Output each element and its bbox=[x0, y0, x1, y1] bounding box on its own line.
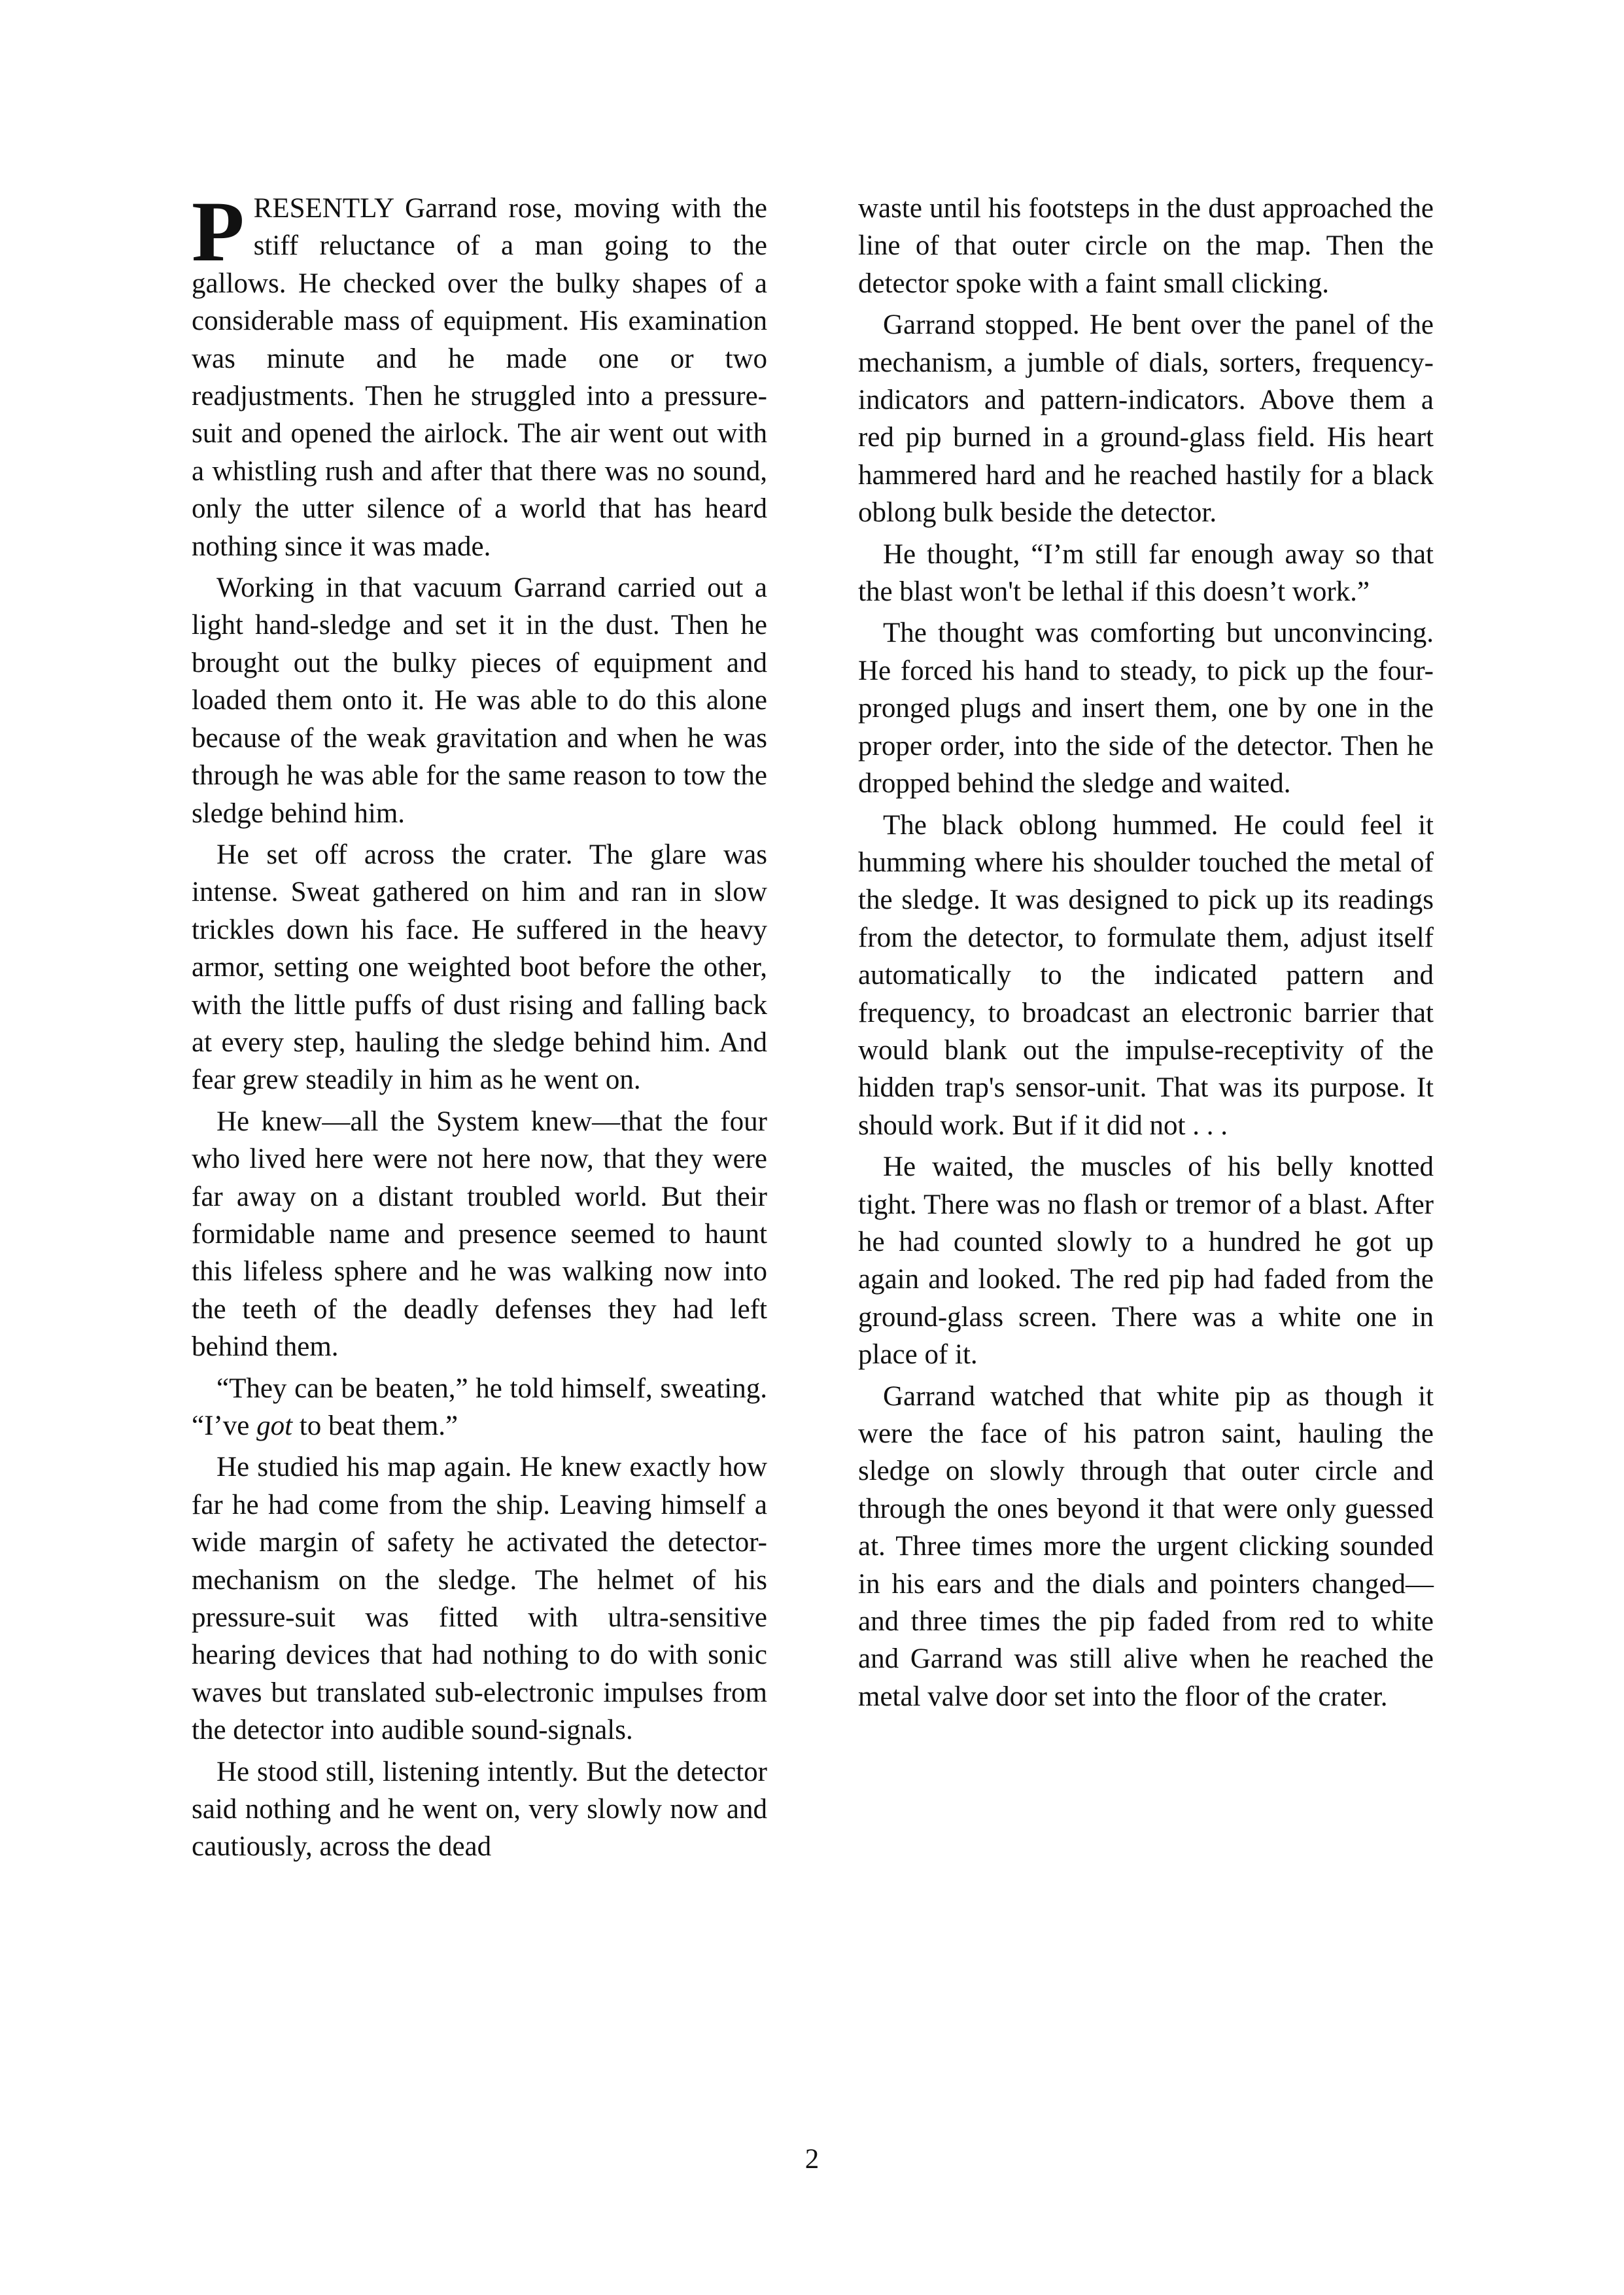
quote-text-before: “They can be beaten,” he told himself, sweating. “I’ve bbox=[192, 1373, 767, 1441]
paragraph-5 bbox=[192, 1370, 767, 1445]
quote-text-after: to beat them.” bbox=[292, 1410, 458, 1441]
paragraph-12: He waited, the muscles of his belly knotted tight. There was no flash or tremor of a blast. After he had counted slowly to a hundred he got up again and looked. The red pip had faded from the ground-glass screen. There was a white one in place of it. bbox=[858, 1151, 1434, 1371]
page-number: 2 bbox=[804, 2144, 820, 2175]
continuation-paragraph: waste until his footsteps in the dust approached the line of that outer circle on the map. Then the detector spoke with a faint small clicking. bbox=[858, 193, 1434, 299]
paragraph-3: He set off across the crater. The glare was intense. Sweat gathered on him and ran in slow trickles down his face. He suffered in the heavy armor, setting one weighted boot before the other, with the little puffs of dust rising and falling back at every step, hauling the sledge behind him. And fear grew steadily in him as he went on. bbox=[192, 839, 767, 1096]
paragraph-7: He stood still, listening intently. But the detector said nothing and he went on, very slowly now and cautiously, across the dead bbox=[192, 1756, 767, 1863]
paragraph-text: RESENTLY Garrand rose, moving with the stiff reluctance of a man going to the gallows. He checked over the bulky shapes of a considerable mass of equipment. His examination was minute and he made one or two readjustments. Then he struggled into a pressure-suit and opened the airlock. The air went out with a whistling rush and after that there was no sound, only the utter silence of a world that has heard nothing since it was made. bbox=[192, 193, 767, 562]
left-column bbox=[192, 183, 767, 1866]
right-column bbox=[858, 190, 1434, 1715]
paragraph-11: The black oblong hummed. He could feel it humming where his shoulder touched the metal of the sledge. It was designed to pick up its readings from the detector, to formulate them, adjust itself automatically to the indicated pattern and frequency, to broadcast an electronic barrier that would blank out the impulse-receptivity of the hidden trap's sensor-unit. That was its purpose. It should work. But if it did not . . . bbox=[858, 809, 1434, 1141]
paragraph-2: Working in that vacuum Garrand carried out a light hand-sledge and set it in the dust. Then he brought out the bulky pieces of equipment and loaded them onto it. He was able to do this alone because of the weak gravitation and when he was through he was able for the same reason to tow the sledge behind him. bbox=[192, 572, 767, 829]
drop-cap: P bbox=[192, 183, 245, 279]
paragraph-4: He knew—all the System knew—that the four who lived here were not here now, that they were far away on a distant troubled world. But their formidable name and presence seemed to haunt this lifeless sphere and he was walking now into the teeth of the deadly defenses they had left behind them. bbox=[192, 1106, 767, 1363]
paragraph-1 bbox=[192, 183, 767, 565]
paragraph-10: The thought was comforting but unconvincing. He forced his hand to steady, to pick up the four-pronged plugs and insert them, one by one in the proper order, into the side of the detector. Then he dropped behind the sledge and waited. bbox=[858, 618, 1434, 799]
paragraph-8: Garrand stopped. He bent over the panel of the mechanism, a jumble of dials, sorters, frequency-indicators and pattern-indicators. Above them a red pip burned in a ground-glass field. His heart hammered hard and he reached hastily for a black oblong bulk beside the detector. bbox=[858, 309, 1434, 529]
paragraph-13: Garrand watched that white pip as though it were the face of his patron saint, hauling the sledge on slowly through that outer circle and through the ones beyond it that were only guessed at. Three times more the urgent clicking sounded in his ears and the dials and pointers changed—and three times the pip faded from red to white and Garrand was still alive when he reached the metal valve door set into the floor of the crater. bbox=[858, 1380, 1434, 1712]
emphasis-text: got bbox=[256, 1410, 293, 1441]
paragraph-9: He thought, “I’m still far enough away so that the blast won't be lethal if this doesn’t work.” bbox=[858, 538, 1434, 608]
paragraph-6: He studied his map again. He knew exactly how far he had come from the ship. Leaving himself a wide margin of safety he activated the detector-mechanism on the sledge. The helmet of his pressure-suit was fitted with ultra-sensitive hearing devices that had nothing to do with sonic waves but translated sub-electronic impulses from the detector into audible sound-signals. bbox=[192, 1452, 767, 1746]
